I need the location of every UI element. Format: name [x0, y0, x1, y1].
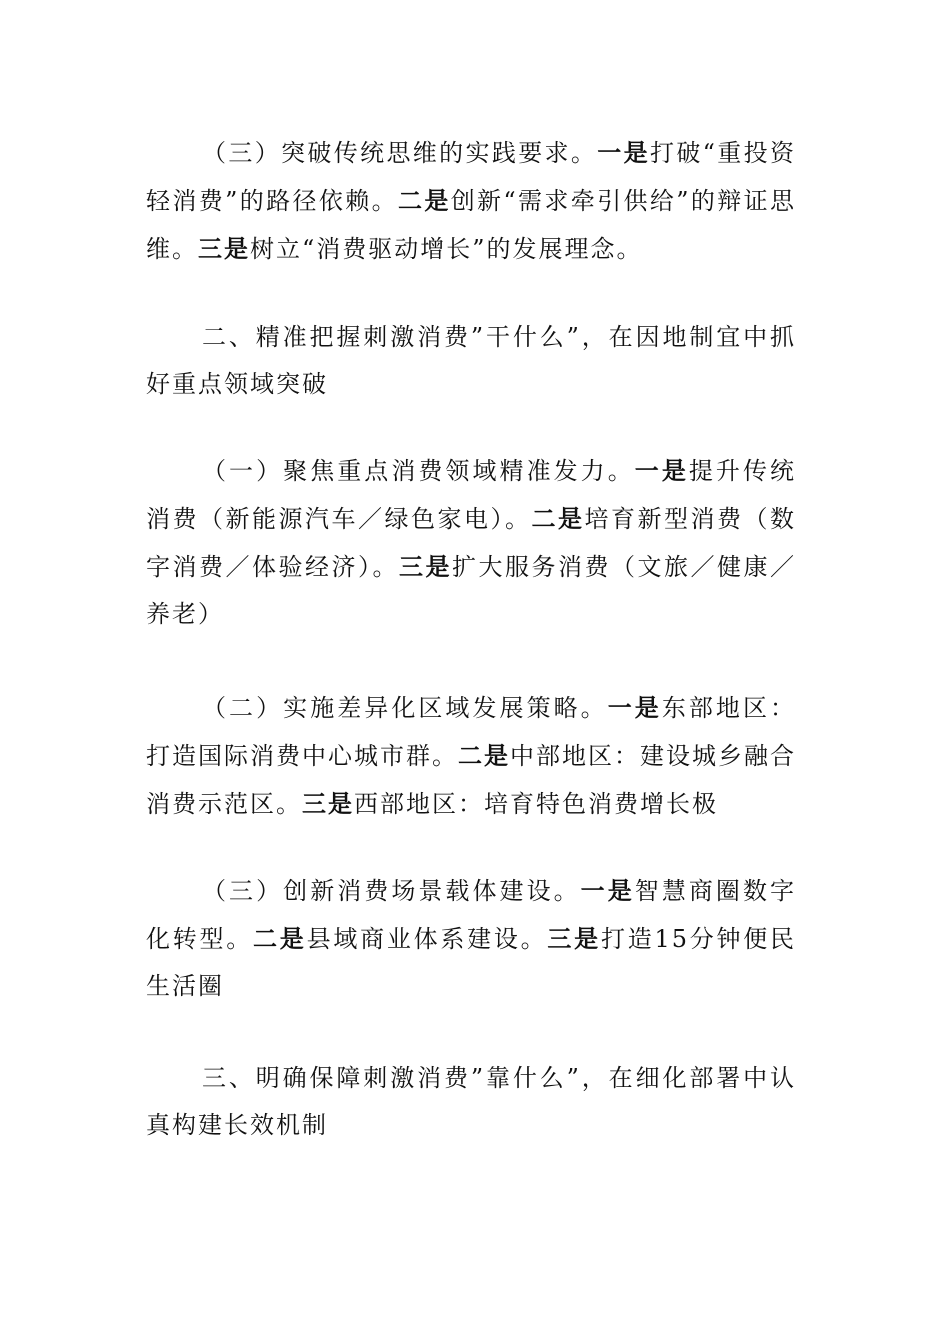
- text-segment: （三）创新消费场景载体建设。: [202, 877, 581, 905]
- emphasis-second: 二是: [253, 924, 307, 953]
- text-segment: 打造15分钟便民生活圈: [146, 925, 797, 1000]
- emphasis-second: 二是: [397, 186, 451, 215]
- text-segment: 创新“需求牵引供给”的辩证思维。: [146, 187, 796, 263]
- paragraph-regional-strategy: [146, 684, 796, 828]
- text-segment: 中部地区：建设城乡融合消费示范区。: [146, 742, 796, 818]
- emphasis-third: 三是: [399, 552, 452, 581]
- text-segment: 智慧商圈数字化转型。: [146, 877, 797, 953]
- text-segment: 培育新型消费（数字消费／体验经济）。: [146, 505, 796, 581]
- emphasis-third: 三是: [198, 234, 250, 263]
- emphasis-first: 一是: [580, 876, 635, 905]
- text-segment: （一）聚焦重点消费领域精准发力。: [202, 457, 635, 485]
- text-segment: 提升传统消费（新能源汽车／绿色家电）。: [146, 457, 797, 533]
- text-segment: 树立“消费驱动增长”的发展理念。: [250, 235, 643, 263]
- paragraph-key-consumption-fields: [146, 447, 796, 638]
- text-segment: 打破“重投资轻消费”的路径依赖。: [146, 139, 796, 215]
- section-heading-two: [146, 314, 796, 408]
- emphasis-first: 一是: [634, 456, 689, 485]
- emphasis-first: 一是: [597, 138, 650, 167]
- text-segment: 西部地区：培育特色消费增长极: [354, 790, 718, 818]
- heading-text: 二、精准把握刺激消费”干什么”，在因地制宜中抓好重点领域突破: [146, 323, 796, 398]
- emphasis-second: 二是: [531, 504, 585, 533]
- paragraph-practice-requirements: [146, 129, 796, 273]
- text-segment: （二）实施差异化区域发展策略。: [202, 694, 608, 722]
- emphasis-third: 三是: [302, 789, 354, 818]
- emphasis-second: 二是: [458, 741, 510, 770]
- text-segment: 县域商业体系建设。: [306, 925, 548, 953]
- text-segment: （三）突破传统思维的实践要求。: [202, 139, 598, 167]
- paragraph-consumption-scenes: [146, 867, 796, 1010]
- emphasis-third: 三是: [547, 924, 601, 953]
- text-segment: 扩大服务消费（文旅／健康／养老）: [146, 553, 796, 628]
- emphasis-first: 一是: [607, 693, 662, 722]
- text-segment: 东部地区：打造国际消费中心城市群。: [146, 694, 797, 770]
- section-heading-three: [146, 1055, 796, 1149]
- heading-text: 三、明确保障刺激消费”靠什么”，在细化部署中认真构建长效机制: [146, 1064, 796, 1139]
